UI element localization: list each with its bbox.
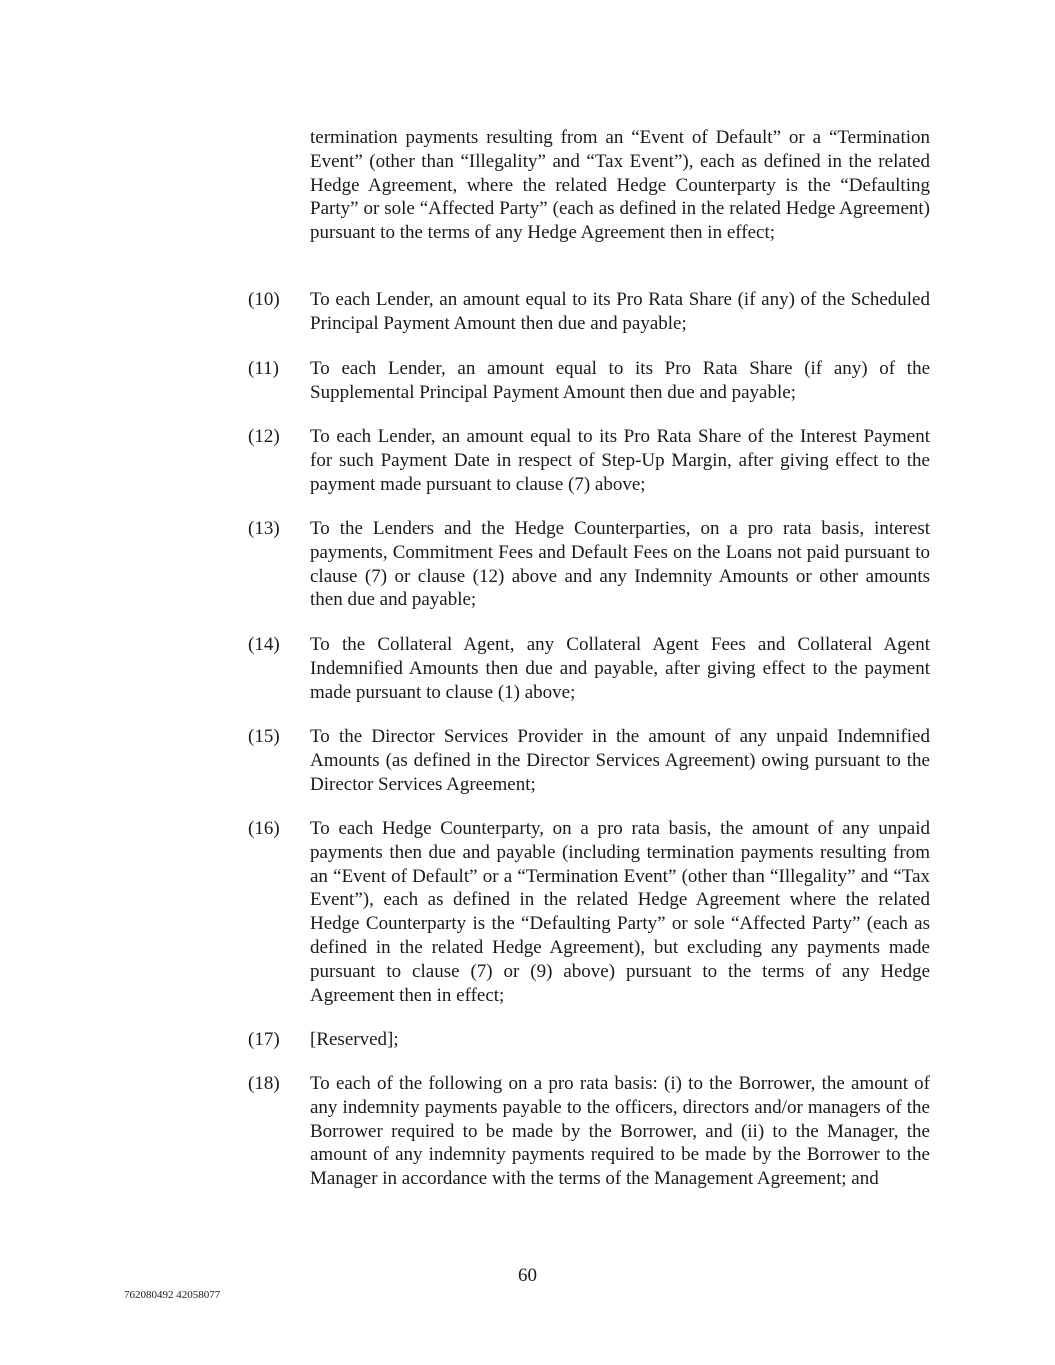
item-text: To each Hedge Counterparty, on a pro rata basis, the amount of any unpaid payments then due and payable (including termination payments resulting from an “Event of Default” or a “Termination Event” (other than “Illegality” and “Tax Event”), each as defined in the related Hedge Agreement where the related Hedge Counterparty is the “Defaulting Party” or sole “Affected Party” (each as defined in the related Hedge Agreement), but excluding any payments made pursuant to clause (7) or (9) above) pursuant to the terms of any Hedge Agreement then in effect;	[310, 818, 930, 1006]
item-number: (11)	[248, 358, 279, 379]
item-text: To the Collateral Agent, any Collateral Agent Fees and Collateral Agent Indemnified Amounts then due and payable, after giving effect to the payment made pursuant to clause (1) above;	[310, 634, 930, 703]
continuation-paragraph: termination payments resulting from an “Event of Default” or a “Termination Event” (other than “Illegality” and “Tax Event”), each as defined in the related Hedge Agreement, where the related Hedge Counterparty is the “Defaulting Party” or sole “Affected Party” (each as defined in the related Hedge Agreement) pursuant to the terms of any Hedge Agreement then in effect;	[310, 127, 930, 244]
item-number: (16)	[248, 818, 280, 839]
item-number: (18)	[248, 1073, 280, 1094]
item-number: (15)	[248, 726, 280, 747]
item-number: (12)	[248, 426, 280, 447]
item-text: To each Lender, an amount equal to its Pro Rata Share (if any) of the Supplemental Principal Payment Amount then due and payable;	[310, 358, 930, 403]
item-text: To the Director Services Provider in the amount of any unpaid Indemnified Amounts (as defined in the Director Services Agreement) owing pursuant to the Director Services Agreement;	[310, 726, 930, 795]
item-text: To each Lender, an amount equal to its Pro Rata Share (if any) of the Scheduled Principal Payment Amount then due and payable;	[310, 289, 930, 334]
page-number: 60	[518, 1265, 537, 1286]
item-number: (17)	[248, 1029, 280, 1050]
item-text: [Reserved];	[310, 1029, 399, 1050]
item-number: (13)	[248, 518, 280, 539]
item-text: To the Lenders and the Hedge Counterparties, on a pro rata basis, interest payments, Commitment Fees and Default Fees on the Loans not paid pursuant to clause (7) or clause (12) above and any Indemnity Amounts or other amounts then due and payable;	[310, 518, 930, 611]
item-text: To each Lender, an amount equal to its Pro Rata Share of the Interest Payment for such Payment Date in respect of Step-Up Margin, after giving effect to the payment made pursuant to clause (7) above;	[310, 426, 930, 495]
item-number: (14)	[248, 634, 280, 655]
document-id: 762080492 42058077	[124, 1289, 221, 1301]
item-text: To each of the following on a pro rata basis: (i) to the Borrower, the amount of any indemnity payments payable to the officers, directors and/or managers of the Borrower required to be made by the Borrower, and (ii) to the Manager, the amount of any indemnity payments required to be made by the Borrower to the Manager in accordance with the terms of the Management Agreement; and	[310, 1073, 930, 1190]
item-number: (10)	[248, 289, 280, 310]
